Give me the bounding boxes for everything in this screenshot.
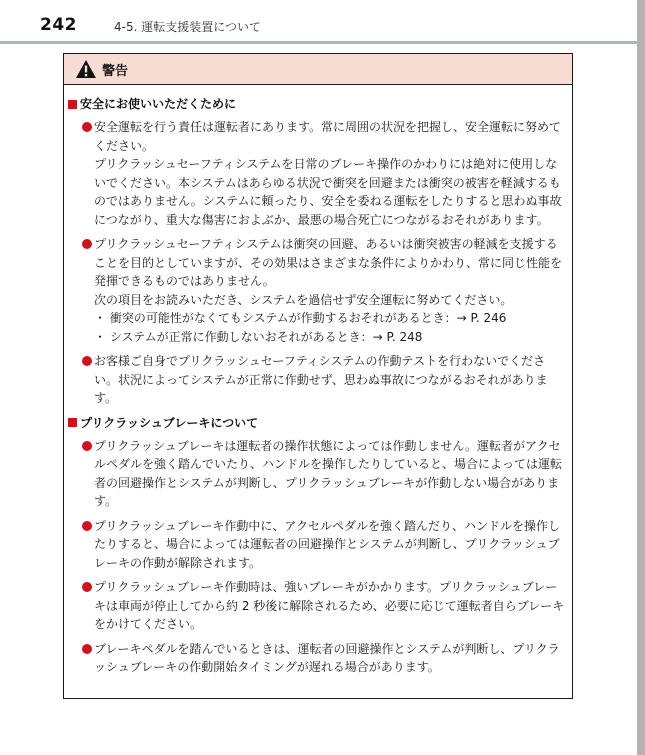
item-paragraph: プリクラッシュブレーキ作動中に、アクセルペダルを強く踏んだり、ハンドルを操作したりすると、場合によっては運転者の回避操作とシステムが判断し、プリクラッシュブレーキの作動が解除されます。 bbox=[94, 518, 560, 570]
warning-header bbox=[64, 54, 572, 85]
item-paragraph: ブレーキペダルを踏んでいるときは、運転者の回避操作とシステムが判断し、プリクラッシュブレーキの作動開始タイミングが遅れる場合があります。 bbox=[94, 641, 560, 674]
red-square-icon bbox=[68, 418, 77, 427]
red-bullet-icon bbox=[82, 441, 92, 451]
item-paragraph: 次の項目をお読みいただき、システムを過信せず安全運転に努めてください。 bbox=[94, 292, 513, 307]
item-paragraph: プリクラッシュセーフティシステムは衝突の回避、あるいは衝突被害の軽減を支援することを目的としていますが、その効果はさまざまな条件によりかわり、常に同じ性能を発揮できるものではありません。 bbox=[94, 237, 563, 288]
list-item bbox=[68, 578, 568, 634]
red-bullet-icon bbox=[82, 239, 92, 249]
warning-body bbox=[64, 85, 572, 677]
item-paragraph: プリクラッシュブレーキ作動時は、強いブレーキがかかります。プリクラッシュブレーキは車両が停止してから約 2 秒後に解除されるため、必要に応じて運転者自らブレーキをかけてください。 bbox=[94, 580, 565, 631]
reference-line: ・ 衝突の可能性がなくてもシステムが作動するおそれがあるとき：→ P. 246 bbox=[94, 311, 507, 325]
subheading-safe-use bbox=[68, 95, 568, 113]
page-header bbox=[0, 0, 637, 44]
red-bullet-icon bbox=[82, 122, 92, 132]
warning-box bbox=[63, 53, 573, 699]
red-square-icon bbox=[68, 100, 77, 109]
warning-triangle-icon bbox=[75, 59, 97, 79]
red-bullet-icon bbox=[82, 644, 92, 654]
item-paragraph: プリクラッシュセーフティシステムを日常のブレーキ操作のかわりには絶対に使用しないでください。本システムはあらゆる状況で衝突を回避または衝突の被害を軽減するものではありません。システムに頼ったり、安全を委ねる運転をしたりすると思わぬ事故につながり、重大な傷害におよぶか、最悪の場合死亡につながるおそれがあります。 bbox=[94, 157, 562, 227]
list-item bbox=[68, 352, 568, 408]
red-bullet-icon bbox=[82, 521, 92, 531]
page-edge-bar bbox=[637, 0, 645, 755]
subheading-pre-crash-brake bbox=[68, 414, 568, 432]
list-item bbox=[68, 437, 568, 511]
page-number: 242 bbox=[40, 15, 77, 35]
reference-line: ・ システムが正常に作動しないおそれがあるとき：→ P. 248 bbox=[94, 329, 423, 344]
list-item bbox=[68, 118, 568, 229]
red-bullet-icon bbox=[82, 582, 92, 592]
subheading-text: 安全にお使いいただくために bbox=[80, 97, 237, 111]
list-item bbox=[68, 517, 568, 573]
warning-title: 警告 bbox=[102, 63, 129, 79]
list-item bbox=[68, 640, 568, 677]
red-bullet-icon bbox=[82, 356, 92, 366]
subheading-text: プリクラッシュブレーキについて bbox=[80, 415, 259, 430]
section-title: 4-5. 運転支援装置について bbox=[114, 20, 261, 34]
header-rule bbox=[0, 41, 637, 44]
item-paragraph: お客様ご自身でプリクラッシュセーフティシステムの作動テストを行わないでください。状況によってシステムが正常に作動せず、思わぬ事故につながるおそれがあります。 bbox=[94, 354, 548, 405]
list-item bbox=[68, 235, 568, 346]
item-paragraph: 安全運転を行う責任は運転者にあります。常に周囲の状況を把握し、安全運転に努めてください。 bbox=[94, 120, 562, 153]
item-paragraph: プリクラッシュブレーキは運転者の操作状態によっては作動しません。運転者がアクセルペダルを強く踏んでいたり、ハンドルを操作したりしていると、場合によっては運転者の回避操作とシステムが判断し、プリクラッシュブレーキが作動しない場合があります。 bbox=[94, 438, 563, 508]
